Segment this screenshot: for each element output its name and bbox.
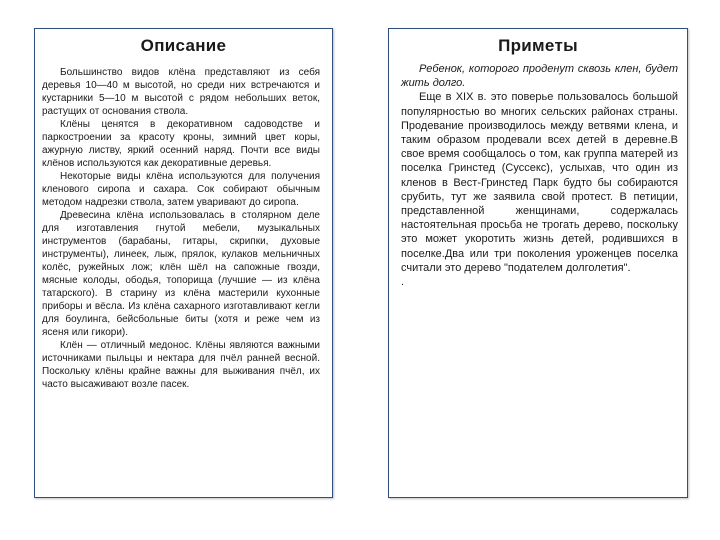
description-paragraph: Древесина клёна использовалась в столярном деле для изготавления гнутой мебели, музыкальных инструментов (барабаны, гитары, скрипки, духовые инструменты), линеек, лыж, прялок, кулаков мельничных колёс, ружейных лож; клён шёл на сапожные гвозди, мясные колоды, ободья, топорища (лучшие — из клёна татарского). В старину из клёна мастерили кухонные приборы и вёсла. Из клёна сахарного изготавливают кегли для боулинга, бейсбольные биты (хотя и реже чем из ясеня или гикори). (42, 210, 320, 338)
description-panel (34, 28, 333, 498)
omens-body (401, 62, 678, 289)
omens-panel (388, 28, 688, 498)
description-title: Описание (140, 36, 227, 55)
description-paragraph: Клёны ценятся в декоративном садоводстве и паркостроении за красоту кроны, зимний цвет коры, ажурную листву, яркий осенний наряд. Почти все виды клёнов используются как декоративные деревья. (42, 119, 320, 169)
description-body (42, 66, 320, 391)
description-paragraph: Большинство видов клёна представляют из себя деревья 10—40 м высотой, но среди них встречаются и кустарники 5—10 м высотой с рядом небольших веток, растущих от основания ствола. (42, 67, 320, 117)
omens-title: Приметы (498, 36, 578, 55)
omens-paragraph: Еще в XIX в. это поверье пользовалось большой популярностью во многих сельских районах страны. Продевание производилось между ветвями клена, и таким образом продевали всех детей в деревне.В свое время сообщалось о том, как группа матерей из поселка Гринстед (Суссекс), услыхав, что один из кленов в Вест-Гринстед Парк будто бы собираются срубить, тут же заявила свой протест. В петиции, представленной женщинами, содержалась настоятельная просьба не трогать дерево, поскольку это может укоротить жизнь детей, родившихся в поселке.Два или три поколения уроженцев поселка считали это дерево "подателем долголетия". (401, 91, 678, 274)
omens-trailing-dot: . (401, 276, 405, 289)
description-paragraph: Клён — отличный медонос. Клёны являются важными источниками пыльцы и нектара для пчёл ранней весной. Поскольку клёны крайне важны для выживания пчёл, их часто высаживают возле пасек. (42, 340, 320, 390)
omens-italic-paragraph: Ребенок, которого проденут сквозь клен, будет жить долго. (401, 63, 678, 90)
description-paragraph: Некоторые виды клёна используются для получения кленового сиропа и сахара. Сок собирают обычным методом надрезки ствола, затем уваривают до сиропа. (42, 171, 320, 208)
